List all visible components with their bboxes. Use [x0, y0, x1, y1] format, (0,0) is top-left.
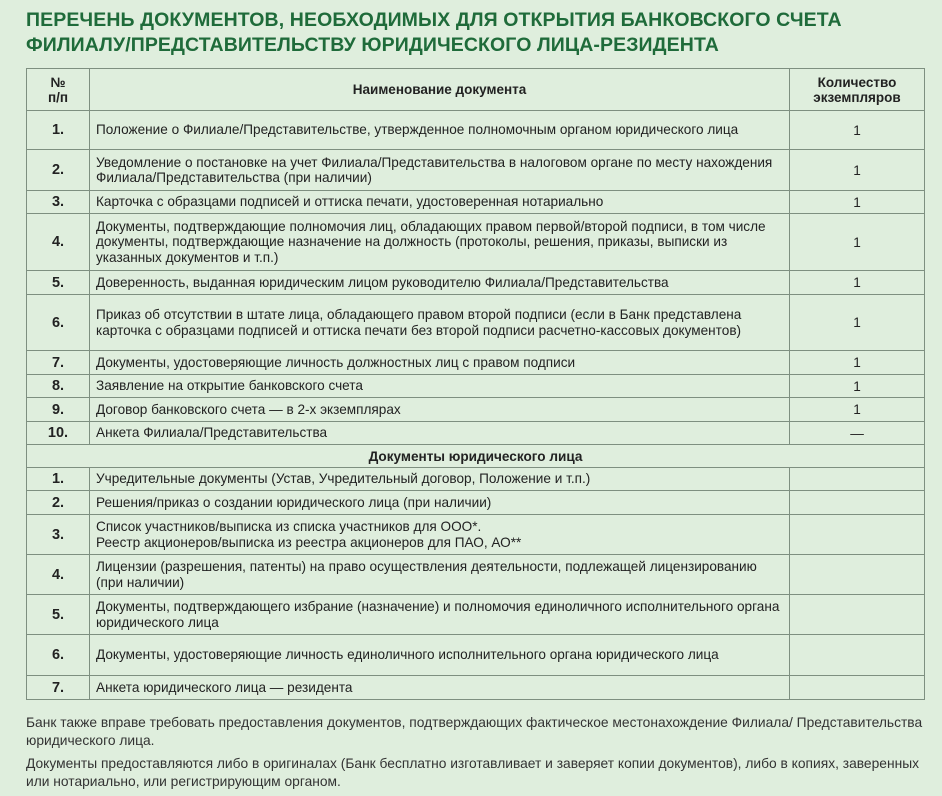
row-number: 2.: [27, 150, 90, 191]
row-quantity: [790, 676, 925, 700]
row-document-name: Уведомление о постановке на учет Филиала/Представительства в налоговом органе по месту нахождения Филиала/Представительства (при наличии): [90, 150, 790, 191]
table-header-row: [27, 69, 925, 111]
row-quantity: 1: [790, 214, 925, 271]
row-document-name: Список участников/выписка из списка участников для ООО*. Реестр акционеров/выписка из реестра акционеров для ПАО, АО**: [90, 515, 790, 555]
table-row: [27, 422, 925, 445]
table-row: [27, 398, 925, 422]
row-quantity: 1: [790, 375, 925, 398]
row-document-name: Документы, удостоверяющие личность должностных лиц с правом подписи: [90, 351, 790, 375]
row-document-name: Учредительные документы (Устав, Учредительный договор, Положение и т.п.): [90, 468, 790, 491]
row-quantity: 1: [790, 191, 925, 214]
row-document-name: Документы, удостоверяющие личность единоличного исполнительного органа юридического лица: [90, 635, 790, 676]
row-number: 6.: [27, 635, 90, 676]
title-line-1: ПЕРЕЧЕНЬ ДОКУМЕНТОВ, НЕОБХОДИМЫХ ДЛЯ ОТКРЫТИЯ БАНКОВСКОГО СЧЕТА: [26, 9, 842, 31]
row-quantity: [790, 515, 925, 555]
table-row: [27, 351, 925, 375]
row-number: 8.: [27, 375, 90, 398]
row-quantity: 1: [790, 271, 925, 295]
row-document-name: Приказ об отсутствии в штате лица, обладающего правом второй подписи (если в Банк представлена карточка с образцами подписей и оттиска печати без второй подписи расчетно-кассовых документов): [90, 295, 790, 351]
row-document-name: Положение о Филиале/Представительстве, утвержденное полномочным органом юридического лица: [90, 111, 790, 150]
row-number: 1.: [27, 468, 90, 491]
table-row: [27, 491, 925, 515]
row-quantity: —: [790, 422, 925, 445]
row-number: 5.: [27, 595, 90, 635]
footer-note-2: Документы предоставляются либо в оригиналах (Банк бесплатно изготавливает и заверяет копии документов), либо в копиях, заверенных или нотариально, или регистрирующим органом.: [26, 756, 920, 789]
footer-note-1: Банк также вправе требовать предоставления документов, подтверждающих фактическое местонахождение Филиала/ Представительства юридического лица.: [26, 715, 923, 748]
section-title: Документы юридического лица: [27, 445, 925, 468]
row-document-name: Документы, подтверждающего избрание (назначение) и полномочия единоличного исполнительного органа юридического лица: [90, 595, 790, 635]
row-document-name: Анкета Филиала/Представительства: [90, 422, 790, 445]
table-row: [27, 595, 925, 635]
documents-table: [26, 68, 925, 700]
row-number: 3.: [27, 191, 90, 214]
title-line-2: ФИЛИАЛУ/ПРЕДСТАВИТЕЛЬСТВУ ЮРИДИЧЕСКОГО ЛИЦА-РЕЗИДЕНТА: [26, 34, 719, 56]
header-quantity: Количество экземпляров: [790, 69, 925, 111]
table-row: [27, 150, 925, 191]
row-quantity: 1: [790, 351, 925, 375]
table-row: [27, 271, 925, 295]
row-document-name: Анкета юридического лица — резидента: [90, 676, 790, 700]
table-row: [27, 676, 925, 700]
row-quantity: 1: [790, 295, 925, 351]
row-number: 5.: [27, 271, 90, 295]
row-number: 2.: [27, 491, 90, 515]
header-number: № п/п: [27, 69, 90, 111]
table-row: [27, 191, 925, 214]
row-document-name: Доверенность, выданная юридическим лицом руководителю Филиала/Представительства: [90, 271, 790, 295]
row-quantity: [790, 468, 925, 491]
row-number: 1.: [27, 111, 90, 150]
row-number: 6.: [27, 295, 90, 351]
table-row: [27, 111, 925, 150]
row-quantity: 1: [790, 398, 925, 422]
row-quantity: [790, 635, 925, 676]
row-number: 7.: [27, 676, 90, 700]
row-quantity: 1: [790, 150, 925, 191]
row-document-name: Заявление на открытие банковского счета: [90, 375, 790, 398]
table-row: [27, 515, 925, 555]
row-document-name: Договор банковского счета — в 2-х экземплярах: [90, 398, 790, 422]
row-quantity: [790, 491, 925, 515]
footer-notes: [26, 714, 926, 796]
header-document-name: Наименование документа: [90, 69, 790, 111]
row-number: 4.: [27, 555, 90, 595]
page-title: [26, 8, 926, 58]
row-number: 10.: [27, 422, 90, 445]
row-quantity: [790, 595, 925, 635]
table-row: [27, 295, 925, 351]
row-number: 9.: [27, 398, 90, 422]
table-row: [27, 214, 925, 271]
row-quantity: [790, 555, 925, 595]
table-row: [27, 635, 925, 676]
row-document-name: Карточка с образцами подписей и оттиска печати, удостоверенная нотариально: [90, 191, 790, 214]
row-document-name: Лицензии (разрешения, патенты) на право осуществления деятельности, подлежащей лицензированию (при наличии): [90, 555, 790, 595]
row-quantity: 1: [790, 111, 925, 150]
row-document-name: Решения/приказ о создании юридического лица (при наличии): [90, 491, 790, 515]
table-row: [27, 375, 925, 398]
row-document-name: Документы, подтверждающие полномочия лиц, обладающих правом первой/второй подписи, в том числе документы, подтверждающие назначение на должность (протоколы, решения, приказы, выписки из указанных документов и т.п.): [90, 214, 790, 271]
table-row: [27, 468, 925, 491]
row-number: 3.: [27, 515, 90, 555]
row-number: 7.: [27, 351, 90, 375]
table-row: [27, 555, 925, 595]
section-header-row: [27, 445, 925, 468]
row-number: 4.: [27, 214, 90, 271]
